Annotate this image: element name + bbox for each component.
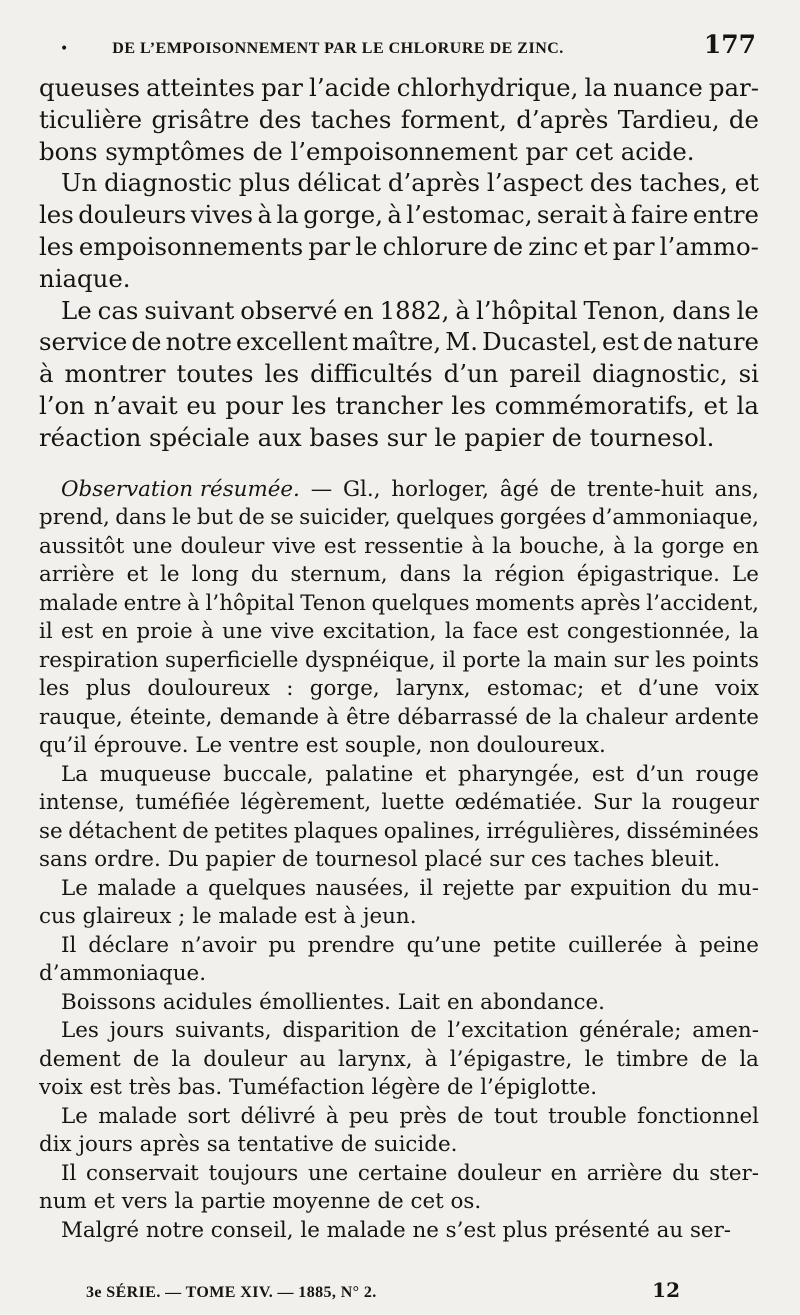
paragraph	[39, 989, 759, 1018]
paragraph	[39, 1103, 759, 1160]
text-line: sans ordre. Du papier de tournesol placé sur ces taches bleuit.	[39, 847, 721, 873]
paragraph	[39, 72, 759, 167]
text-line: num et vers la partie moyenne de cet os.	[39, 1189, 482, 1215]
text-line: Malgré notre conseil, le malade ne s’est plus présenté au ser-	[61, 1217, 732, 1243]
text-line: dement de la douleur au larynx, à l’épigastre, le timbre de la	[39, 1046, 759, 1072]
section-gap	[39, 454, 759, 476]
text-line: malade entre à l’hôpital Tenon quelques moments après l’accident,	[39, 590, 759, 616]
text-line: Il conservait toujours une certaine douleur en arrière du ster-	[61, 1160, 759, 1186]
observation-lead: Observation résumée.	[61, 476, 300, 502]
text-line: Boissons acidules émollientes. Lait en abondance.	[61, 989, 605, 1015]
text-line: aussitôt une douleur vive est ressentie à la bouche, à la gorge en	[39, 533, 759, 559]
paragraph	[39, 761, 759, 875]
text-line: les empoisonnements par le chlorure de zinc et par l’ammo-	[39, 231, 759, 261]
text-line: bons symptômes de l’empoisonnement par cet acide.	[39, 136, 695, 166]
header-dot: •	[60, 41, 69, 57]
text-line: dix jours après sa tentative de suicide.	[39, 1132, 458, 1158]
text-line: Le malade a quelques nausées, il rejette par expuition du mu-	[61, 875, 759, 901]
text-line: intense, tuméfiée légèrement, luette œdématiée. Sur la rougeur	[39, 790, 759, 816]
text-line: l’on n’avait eu pour les trancher les commémoratifs, et la	[39, 390, 759, 420]
text-line: les douleurs vives à la gorge, à l’estomac, serait à faire entre	[39, 200, 759, 230]
text-line: Observation résumée. — Gl., horloger, âgé de trente-huit ans,	[39, 476, 759, 505]
text-line: queuses atteintes par l’acide chlorhydrique, la nuance par-	[39, 73, 759, 102]
text-line: il est en proie à une vive excitation, la face est congestionnée, la	[39, 619, 759, 645]
text-line: Les jours suivants, disparition de l’excitation générale; amen-	[61, 1018, 759, 1044]
text-line: Le malade sort délivré à peu près de tout trouble fonctionnel	[61, 1103, 759, 1129]
text-line: respiration superficielle dyspnéique, il porte la main sur les points	[39, 647, 759, 673]
text-line: rauque, éteinte, demande à être débarrassé de la chaleur ardente	[39, 704, 759, 730]
paragraph	[39, 1217, 759, 1246]
journal-series: 3e SÉRIE. — TOME XIV. — 1885, N° 2.	[86, 1284, 377, 1301]
text-line: se détachent de petites plaques opalines, irrégulières, disséminées	[39, 818, 759, 844]
text-line: d’ammoniaque.	[39, 961, 206, 987]
text-line: niaque.	[39, 263, 131, 293]
text-line: qu’il éprouve. Le ventre est souple, non douloureux.	[39, 733, 606, 759]
text-line: service de notre excellent maître, M. Ducastel, est de nature	[39, 327, 759, 357]
text-line: prend, dans le but de se suicider, quelques gorgées d’ammoniaque,	[39, 505, 759, 531]
text-line: Le cas suivant observé en 1882, à l’hôpital Tenon, dans le	[61, 295, 759, 325]
page-body	[39, 72, 759, 1245]
paragraph	[39, 1017, 759, 1103]
text-line: cus glaireux ; le malade est à jeun.	[39, 904, 417, 930]
observation-paragraph	[39, 476, 759, 761]
text-line: ticulière grisâtre des taches forment, d’après Tardieu, de	[39, 104, 759, 134]
paragraph	[39, 875, 759, 932]
running-header	[60, 30, 756, 66]
text-line: les plus douloureux : gorge, larynx, estomac; et d’une voix	[39, 676, 759, 702]
text-line: arrière et le long du sternum, dans la région épigastrique. Le	[39, 562, 759, 588]
paragraph	[39, 295, 759, 454]
paragraph	[39, 1160, 759, 1217]
page-number: 177	[703, 30, 756, 59]
text-line: voix est très bas. Tuméfaction légère de l’épiglotte.	[39, 1075, 598, 1101]
text-line: réaction spéciale aux bases sur le papier de tournesol.	[39, 422, 715, 452]
text-line: Il déclare n’avoir pu prendre qu’une petite cuillerée à peine	[61, 932, 759, 958]
text-line: La muqueuse buccale, palatine et pharyngée, est d’un rouge	[61, 761, 759, 787]
text-line: à montrer toutes les difficultés d’un pareil diagnostic, si	[39, 359, 759, 389]
running-title: DE L’EMPOISONNEMENT PAR LE CHLORURE DE ZINC.	[112, 40, 564, 57]
paragraph	[39, 167, 759, 294]
text-line: Un diagnostic plus délicat d’après l’aspect des taches, et	[61, 168, 759, 198]
signature-mark: 12	[652, 1278, 680, 1302]
page-footer	[86, 1278, 680, 1302]
paragraph	[39, 932, 759, 989]
